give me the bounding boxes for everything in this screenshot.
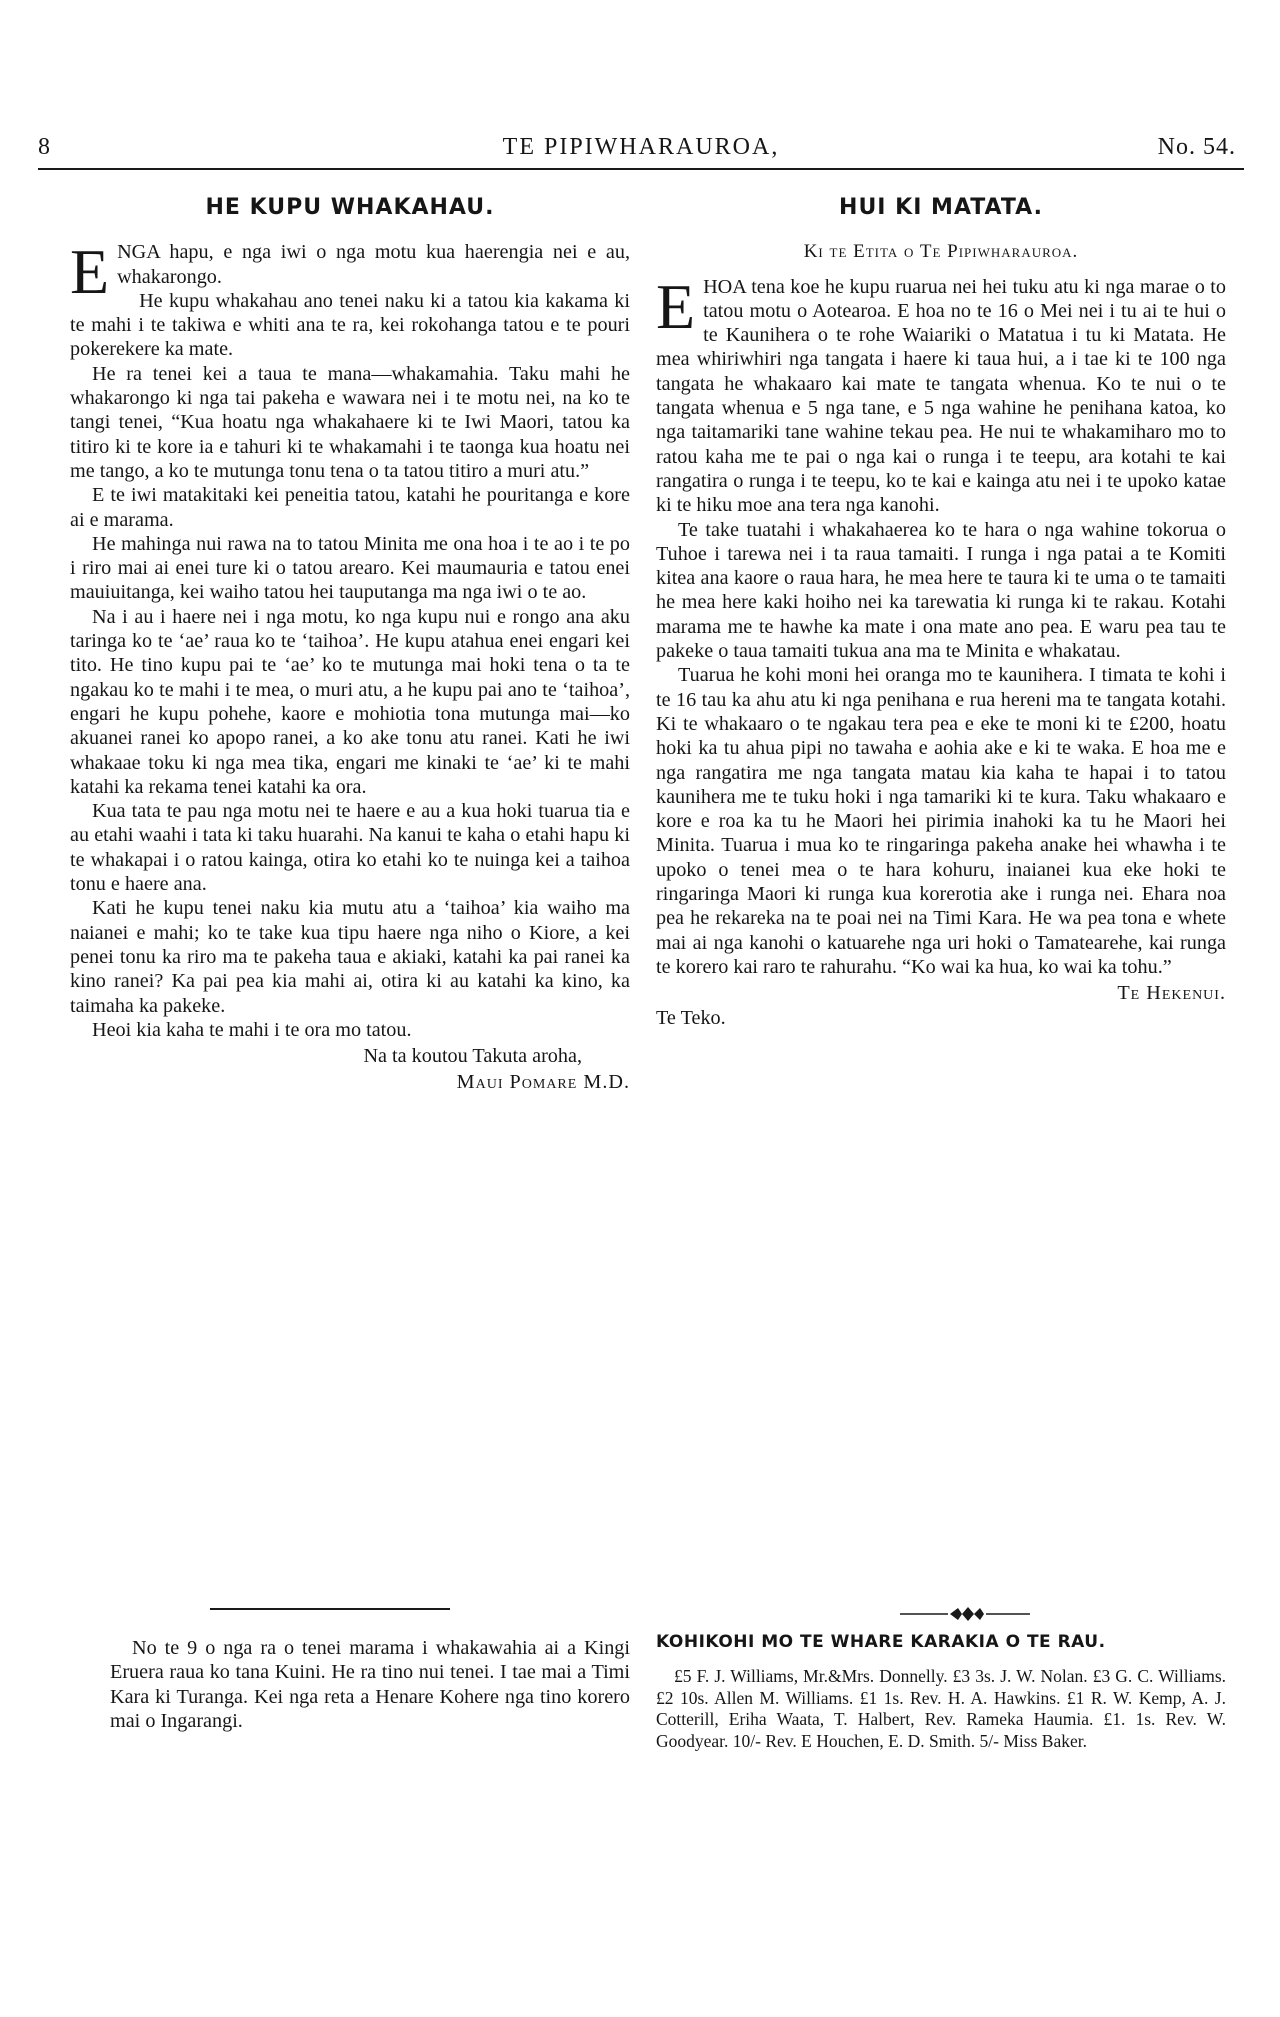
page-number: 8 [38,134,51,160]
header-rule [38,168,1244,170]
left-article-paragraph: He mahinga nui rawa na to tatou Minita me ona hoa i te ao i te po i riro mai ai enei ture ki o tatou arearo. Kei maumauria e tatou enei mauiuitanga, kei waiho tatou hei tauputanga ma nga iwi o te ao. [70,532,630,604]
right-article-heading: HUI KI MATATA. [839,195,1043,220]
kohikohi-list: £5 F. J. Williams, Mr.&Mrs. Donnelly. £3 3s. J. W. Nolan. £3 G. C. Williams. £2 10s. Allen M. Williams. £1 1s. Rev. H. A. Hawkins. £1 R. W. Kemp, A. J. Cotterill, Eriha Waata, T. Halbert, Rev. Rameka Haumia. £1. 1s. Rev. W. Goodyear. 10/- Rev. E Houchen, E. D. Smith. 5/- Miss Baker. [656,1666,1226,1751]
right-article-subheading: Ki te Etita o Te Pipiwharauroa. [803,241,1079,263]
page-header [38,128,1244,168]
left-article-paragraph: Heoi kia kaha te mahi i te ora mo tatou. [92,1018,412,1041]
left-article-paragraph: Na i au i haere nei i nga motu, ko nga kupu nui e rongo ana aku taringa ko te ‘ae’ raua ko te ‘taihoa’. He kupu atahua enei engari kei tito. He tino kupu pai te ‘ae’ ko te mutunga mai hoki tena o ta te ngakau ko te mahi i te mea, o muri atu, a he kupu pai ano te ‘taihoa’, engari he kupu pohehe, kaore e mohiotia tona mutunga mai—ko akuanei ranei ko apopo ranei, a ko ake tonu atu ranei. Kati he iwi whakaae toku ki nga mea tika, engari me kinaki te ‘ae’ ki te mahi katahi ka rekama tenei katahi ka ora. [70,605,630,798]
right-article-signature: Te Hekenui. [1117,982,1226,1005]
drop-cap: E [70,236,110,308]
left-article-paragraph: E te iwi matakitaki kei peneitia tatou, katahi he pouritanga e kore ai e marama. [70,484,630,531]
left-article-paragraph: ENGA hapu, e nga iwi o nga motu kua haerengia nei e au, whakarongo. [70,236,630,308]
publication-title: TE PIPIWHARAUROA, [502,134,780,160]
left-article-heading: HE KUPU WHAKAHAU. [205,195,495,220]
section-divider [210,1608,450,1610]
ornament-divider [900,1604,1030,1624]
left-article-paragraph: Kati he kupu tenei naku kia mutu atu a ‘taihoa’ kia waiho ma naianei e mahi; ko te take kua tipu haere nga niho o Kiore, a kei penei tonu ka riro ma te pakeha taua e akiaki, katahi ka pai ranei ka kino ranei? Ka pai pea kia mahi ai, otira ki au katahi ka kino, ka taimaha ka pakeke. [70,897,630,1017]
left-article-paragraph: He ra tenei kei a taua te mana—whakamahia. Taku mahi he whakarongo ki nga tai pakeha e wawara nei i te motu nei, na ko te tangi tenei, “Kua hoatu nga whakahaere ki te Iwi Maori, tatou ka titiro ki te kore ia e tahuri ki te whakamahi i te taonga kua hoatu nei me tango, a ko te mutunga tonu tena o ta tatou titiro a muri atu.” [70,362,630,482]
right-article-paragraph: Te take tuatahi i whakahaerea ko te hara o nga wahine tokorua o Tuhoe i tarewa nei i ta raua tamaiti. I runga i nga patai a te Komiti kitea ana kaore o raua hara, he mea here te taura ki te uma o te tamaiti he mea here kaki hoiho nei ka tarewatia ki runga ki te rakau. Kotahi marama me te hawhe ka mate i ona mate ano pea. E waru pea tau te pakeke o taua tamaiti tukua ana ma te Minita e whakatau. [656,518,1226,663]
left-article-closing: Na ta koutou Takuta aroha, [363,1045,582,1068]
left-article-paragraph: Kua tata te pau nga motu nei te haere e au a kua hoki tuarua tia e au etahi waahi i tata ki taku huarahi. Na kanui te kaha o etahi hapu ki te whakapai i o ratou kainga, otira ko etahi ko te nuinga kei a taihoa tonu e haere ana. [70,800,630,896]
drop-cap: E [656,270,696,342]
notice-text: No te 9 o nga ra o tenei marama i whakawahia ai a Kingi Eruera raua ko tana Kuini. He ra tino nui tenei. I tae mai a Timi Kara ki Turanga. Kei nga reta a Henare Kohere nga tino korero mai o Ingarangi. [110,1637,630,1732]
right-article-paragraph: EHOA tena koe he kupu ruarua nei hei tuku atu ki nga marae o to tatou motu o Aotearoa. E hoa no te 16 o Mei nei i tu ai te hui o te Kaunihera o te rohe Waiariki o Matatua i tu ki Matata. He mea whiriwhiri nga tangata i haere ki taua hui, a i tae ki te 100 nga tangata he whakaaro kai mate te tangata whenua. Ko te nui o te tangata whenua e 5 nga tane, e 5 nga wahine he penihana katoa, ko nga taitamariki tane wahine tekau pea. He nui te whakamiharo mo to ratou kaha me te pai o nga kai o runga i te teepu, ara kotahi te kai rangatira o runga i te teepu, ko te kai e kainga atu nei i te upoko katae ki te hiku moe ana tera nga kanohi. [656,270,1226,517]
right-article-place: Te Teko. [656,1006,726,1029]
kohikohi-heading: KOHIKOHI MO TE WHARE KARAKIA O TE RAU. [656,1632,1106,1652]
issue-number: No. 54. [1157,134,1236,160]
left-column [70,188,630,1095]
left-notice [110,1636,630,1733]
left-article-paragraph: He kupu whakahau ano tenei naku ki a tatou kia kakama ki te mahi i te takiwa e whiti ana te ra, kei rokohanga tatou e te pouri pokerekere ka mate. [70,289,630,361]
left-article-signature: Maui Pomare M.D. [456,1071,630,1094]
kohikohi-section [656,1632,1226,1752]
right-article-paragraph: Tuarua he kohi moni hei oranga mo te kaunihera. I timata te kohi i te 16 tau ka ahu atu ki nga penihana e rua hereni ma te tangata kotahi. Ki te whakaaro o te ngakau tera pea e eke te moni ki te £200, hoatu hoki ka tu ahua pipi no tawaha e aohia ake e ki te waka. E hoa me e nga rangatira me nga tangata matau kia kaha te hapai i to tatou kaunihera me te tuku hoki i nga tamariki ki te kura. Taku whakaaro e kore e roa ka tu he Maori hei pirimia inahoki ka tu he Maori hei Minita. Tuarua i mua ko te ringaringa pakeha anake hei whawha i te upoko o tenei mea o te hara kohuru, inaianei kua eke hoki te ringaringa Maori ki runga kua korerotia ake i runga nei. Ehara noa pea he rekareka na te poai nei na Timi Kara. He wa pea tona e whete mai ai nga kanohi o katuarehe nga uri hoki o Tamatearehe, kai runga te korero kai raro te rahurahu. “Ko wai ka hua, ko wai ka tohu.” [656,664,1226,978]
right-column [656,188,1226,1030]
